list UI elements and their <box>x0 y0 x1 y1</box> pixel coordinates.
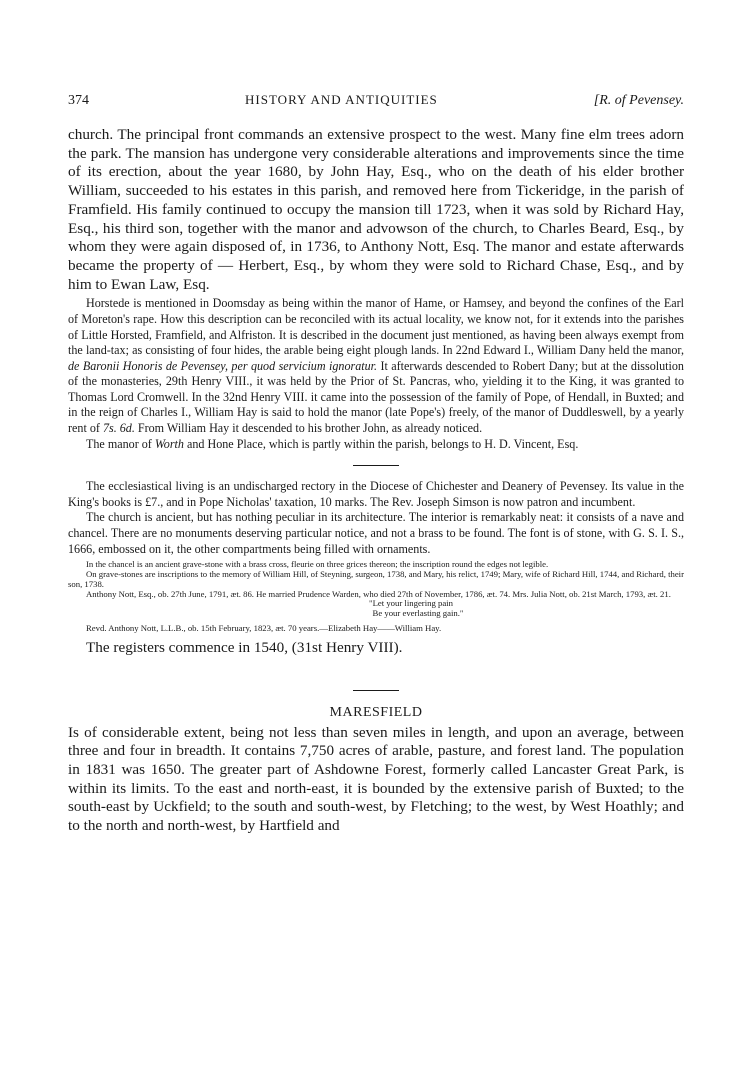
section-divider <box>353 465 399 466</box>
running-header <box>68 92 684 110</box>
horstede-rent: 7s. 6d. <box>102 421 135 436</box>
paragraph-living: The ecclesiastical living is an undischarged rectory in the Diocese of Chichester and Deanery of Pevensey. Its value in the King's books is £7., and in Pope Nicholas' taxation, 10 marks. The Rev. Joseph Simson is now patron and incumbent. <box>68 479 684 509</box>
horstede-text-a: Horstede is mentioned in Doomsday as being within the manor of Hame, or Hamsey, and beyond the confines of the Earl of Moreton's rape. How this description can be reconciled with its actual locality, we know not, for it extends into the parishes of Little Horsted, Framfield, and Alfriston. It is described in the document just mentioned, as having been always exempt from the land-tax; as consisting of four hides, the arable being eight plough lands. In 22nd Edward I., William Dany held the manor, <box>68 296 684 358</box>
paragraph-maresfield: Is of considerable extent, being not less than seven miles in length, and upon an average, between three and four in breadth. It contains 7,750 acres of arable, pasture, and forest land. The population in 1831 was 1650. The greater part of Ashdowne Forest, formerly called Lancaster Great Park, is within its limits. To the east and north-east, it is bounded by the extensive parish of Buxted; to the south-east by Uckfield; to the south and south-west, by Fletching; to the west, by West Hoathly; and to the north and north-west, by Hartfield and <box>68 723 684 835</box>
worth-text-b: and Hone Place, which is partly within the parish, belongs to H. D. Vincent, Esq. <box>183 436 579 451</box>
paragraph-horstede <box>68 296 684 436</box>
page <box>68 92 684 836</box>
maresfield-heading: MARESFIELD <box>329 704 423 720</box>
epitaph-line-2: Be your everlasting gain." <box>372 608 464 619</box>
paragraph-church: The church is ancient, but has nothing peculiar in its architecture. The interior is remarkably neat: it consists of a nave and chancel. There are no monuments deserving particular notice, and not a brass to be found. The font is of stone, with G. S. I. S., 1666, embossed on it, the other compartments being filled with ornaments. <box>68 510 684 556</box>
worth-manor-name: Worth <box>154 436 184 451</box>
inscription-nott: Anthony Nott, Esq., ob. 27th June, 1791, æt. 86. He married Prudence Warden, who died 27th of November, 1786, æt. 74. Mrs. Julia Nott, ob. 21st March, 1793, æt. 21. <box>86 588 671 599</box>
paragraph-mansion: church. The principal front commands an extensive prospect to the west. Many fine elm trees adorn the park. The mansion has undergone very considerable alterations and improvements since the time of its erection, about the year 1680, by John Hay, Esq., who on the death of his elder brother William, succeeded to his estates in this parish, and removed here from Tickeridge, in the parish of Framfield. His family continued to occupy the mansion till 1723, when it was sold by Richard Hay, Esq., his third son, together with the manor and advowson of the church, to Charles Beard, Esq., by whom they were again disposed of, in 1736, to Anthony Nott, Esq. The manor and estate afterwards became the property of — Herbert, Esq., by whom they were sold to Richard Chase, Esq., and by him to Ewan Law, Esq. <box>68 126 684 293</box>
section-divider-2 <box>353 690 399 691</box>
inscriptions-block <box>68 560 684 634</box>
paragraph-registers: The registers commence in 1540, (31st Henry VIII). <box>86 638 403 656</box>
inscription-revd-nott: Revd. Anthony Nott, L.L.B., ob. 15th February, 1823, æt. 70 years.—Elizabeth Hay——William Hay. <box>86 623 442 634</box>
horstede-latin-phrase: de Baronii Honoris de Pevensey, per quod servicium ignoratur. <box>68 358 378 373</box>
horstede-text-c: From William Hay it descended to his brother John, as already noticed. <box>134 421 483 436</box>
page-number: 374 <box>68 93 89 108</box>
horstede-text-b: It afterwards descended to Robert Dany; but at the dissolution of the monasteries, 29th Henry VIII., it was held by the Prior of St. Pancras, who, yielding it to the King, it was granted to Thomas Lord Cromwell. In the 32nd Henry VIII. it came into the possession of the family of Pope, of Hendall, in Buxted; and in the reign of Charles I., William Hay is said to hold the manor (late Pope's) freely, of the manor of Duddleswell, by a yearly rent of <box>68 358 684 436</box>
running-title: HISTORY AND ANTIQUITIES <box>245 92 438 107</box>
worth-text-a: The manor of <box>86 436 155 451</box>
inscription-chancel: In the chancel is an ancient grave-stone with a brass cross, fleurie on three grices thereon; the inscription round the edges not legible. <box>86 559 549 570</box>
epitaph-line-1: "Let your lingering pain <box>369 598 453 609</box>
section-reference: [R. of Pevensey. <box>593 93 684 108</box>
paragraph-worth <box>68 437 684 453</box>
inscription-hill: On grave-stones are inscriptions to the memory of William Hill, of Steyning, surgeon, 1738, and Mary, his relict, 1749; Mary, wife of Richard Hill, 1744, and Richard, their son, 1738. <box>68 569 684 589</box>
